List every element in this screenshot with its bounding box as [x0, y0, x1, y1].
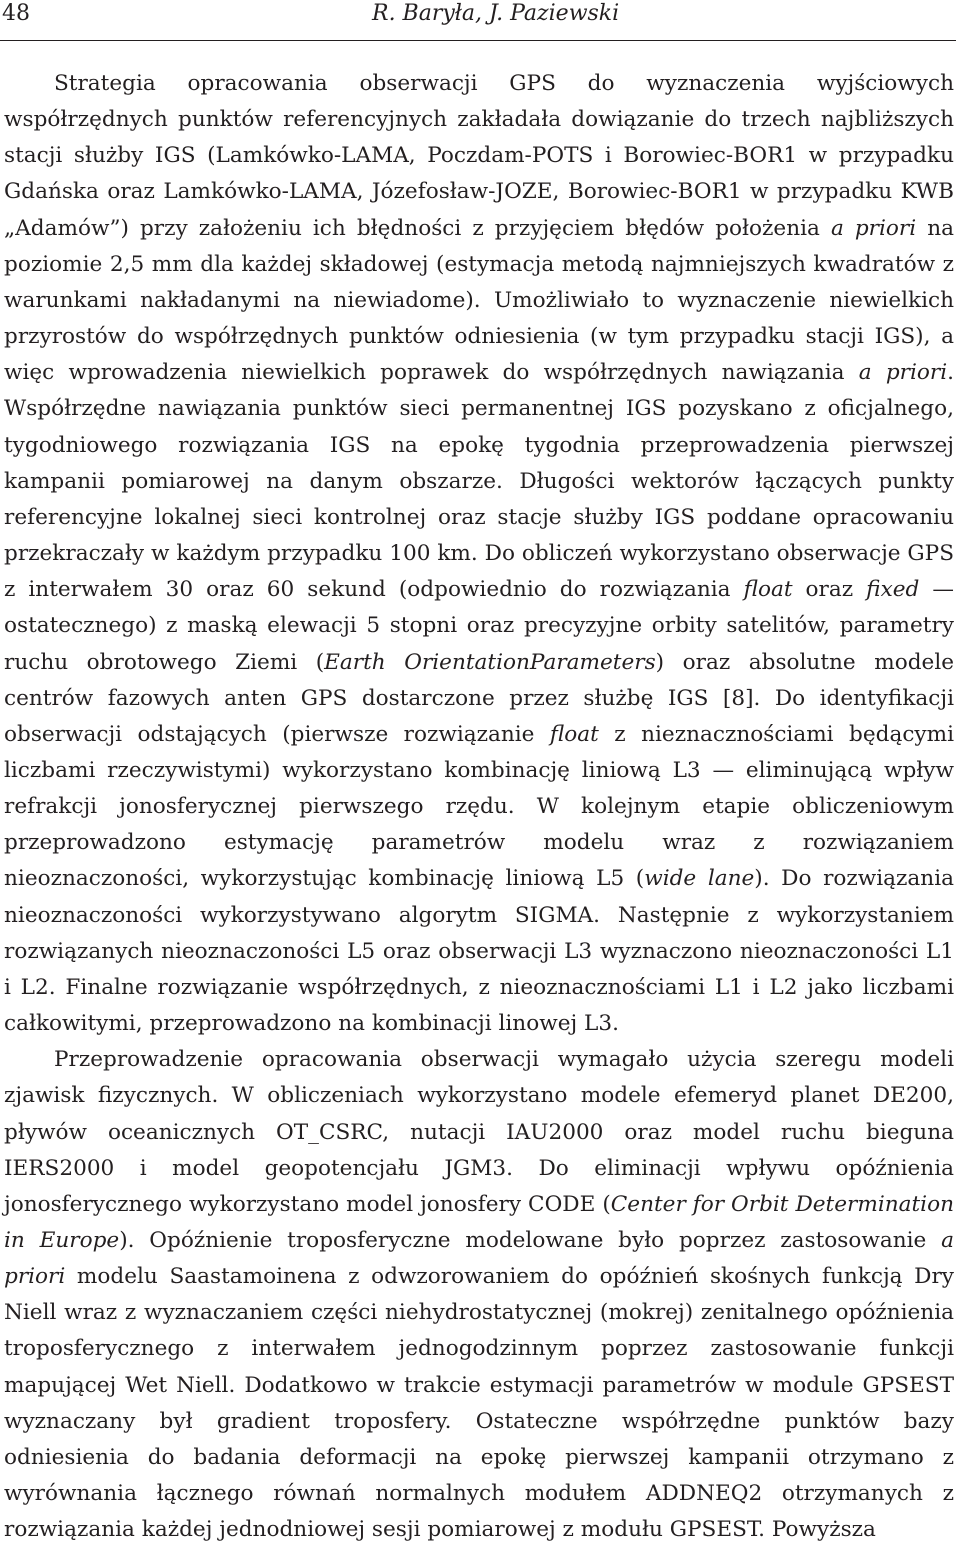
text-run: ) oraz absolutne modele centrów fazowych anten GPS dostarczone przez służbę IGS [8]. Do identyfikacji obserwacji odstających (pierwsze rozwiązanie [4, 649, 955, 747]
italic-term: a priori [858, 360, 948, 386]
italic-term: float [549, 721, 599, 747]
page-number: 48 [2, 1, 30, 26]
italic-term: fixed [866, 577, 920, 603]
italic-term: a priori [830, 215, 917, 241]
text-run: ). Do rozwiązania nieoznaczoności wykorzystywano algorytm SIGMA. Następnie z wykorzystaniem rozwiązanych nieoznaczoności L5 oraz obserwacji L3 wyznaczono nieoznaczoności L1 i L2. Finalne rozwiązanie współrzędnych, z nieoznacznościami L1 i L2 jako liczbami całkowitymi, przeprowadzono na kombinacji linowej L3. [4, 866, 954, 1037]
italic-term: Center for Orbit Determination in Europe [4, 1191, 954, 1253]
text-run: na poziomie 2,5 mm dla każdej składowej (estymacja metodą najmniejszych kwadratów z warunkami nakładanymi na niewiadome). Umożliwiało to wyznaczenie niewielkich przyrostów do współrzędnych punktów odniesienia (w tym przypadku stacji IGS), a więc wprowadzenia niewielkich poprawek do współrzędnych nawiązania [4, 215, 954, 386]
italic-term: wide lane [644, 866, 755, 892]
italic-term: float [743, 577, 793, 603]
text-run: Strategia opracowania obserwacji GPS do wyznaczenia wyjściowych współrzędnych punktów referencyjnych zakładała dowiązanie do trzech najbliższych stacji służby IGS (Lamkówko-LAMA, Poczdam-POTS i Borowiec-BOR1 w przypadku Gdańska oraz Lamkówko-LAMA, Józefosław-JOZE, Borowiec-BOR1 w przypadku KWB „Adamów”) przy założeniu ich błędności z przyjęciem błędów położenia [4, 71, 954, 241]
paragraph-models [4, 1042, 954, 1548]
text-run: Przeprowadzenie opracowania obserwacji wymagało użycia szeregu modeli zjawisk fizycznych. W obliczeniach wykorzystano modele efemeryd planet DE200, pływów oceanicznych OT_CSRC, nutacji IAU2000 oraz model ruchu bieguna IERS2000 i model geopotencjału JGM3. Do eliminacji wpływu opóźnienia jonosferycznego wykorzystano model jonosfery CODE ( [4, 1047, 954, 1217]
text-run: z nieznacznościami będącymi liczbami rzeczywistymi) wykorzystano kombinację liniową L3 — eliminującą wpływ refrakcji jonosferycznej pierwszego rzędu. W kolejnym etapie obliczeniowym przeprowadzono estymację parametrów modelu wraz z rozwiązaniem nieoznaczoności, wykorzystując kombinację liniową L5 ( [4, 721, 954, 892]
text-run: . Współrzędne nawiązania punktów sieci permanentnej IGS pozyskano z oficjalnego, tygodniowego rozwiązania IGS na epokę tygodnia przeprowadzenia pierwszej kampanii pomiarowej na danym obszarze. Długości wektorów łączących punkty referencyjne lokalnej sieci kontrolnej oraz stacje służby IGS poddane opracowaniu przekraczały w każdym przypadku 100 km. Do obliczeń wykorzystano obserwacje GPS z interwałem 30 oraz 60 sekund (odpowiednio do rozwiązania [4, 360, 954, 603]
paragraph-strategy [4, 66, 954, 1042]
text-run: — ostatecznego) z maską elewacji 5 stopni oraz precyzyjne orbity satelitów, parametry ruchu obrotowego Ziemi ( [4, 577, 954, 675]
running-head: R. Baryła, J. Paziewski [372, 1, 620, 26]
text-run: oraz [792, 577, 867, 603]
text-run: ). Opóźnienie troposferyczne modelowane było poprzez zastosowanie [119, 1228, 942, 1253]
text-run: modelu Saastamoinena z odwzorowaniem do opóźnień skośnych funkcją Dry Niell wraz z wyznaczaniem części niehydrostatycznej (mokrej) zenitalnego opóźnienia troposferycznego z interwałem jednogodzinnym poprzez zastosowanie funkcji mapującej Wet Niell. Dodatkowo w trakcie estymacji parametrów w module GPSEST wyznaczany był gradient troposfery. Ostateczne współrzędne punktów bazy odniesienia do badania deformacji na epokę pierwszej kampanii otrzymano z wyrównania łącznego równań normalnych modułem ADDNEQ2 otrzymanych z rozwiązania każdej jednodniowej sesji pomiarowej z modułu GPSEST. Powyższa [4, 1264, 954, 1543]
italic-term: Earth OrientationParameters [324, 649, 656, 675]
page-header [0, 0, 956, 41]
body-text [4, 66, 954, 1548]
italic-term: a priori [4, 1228, 954, 1290]
